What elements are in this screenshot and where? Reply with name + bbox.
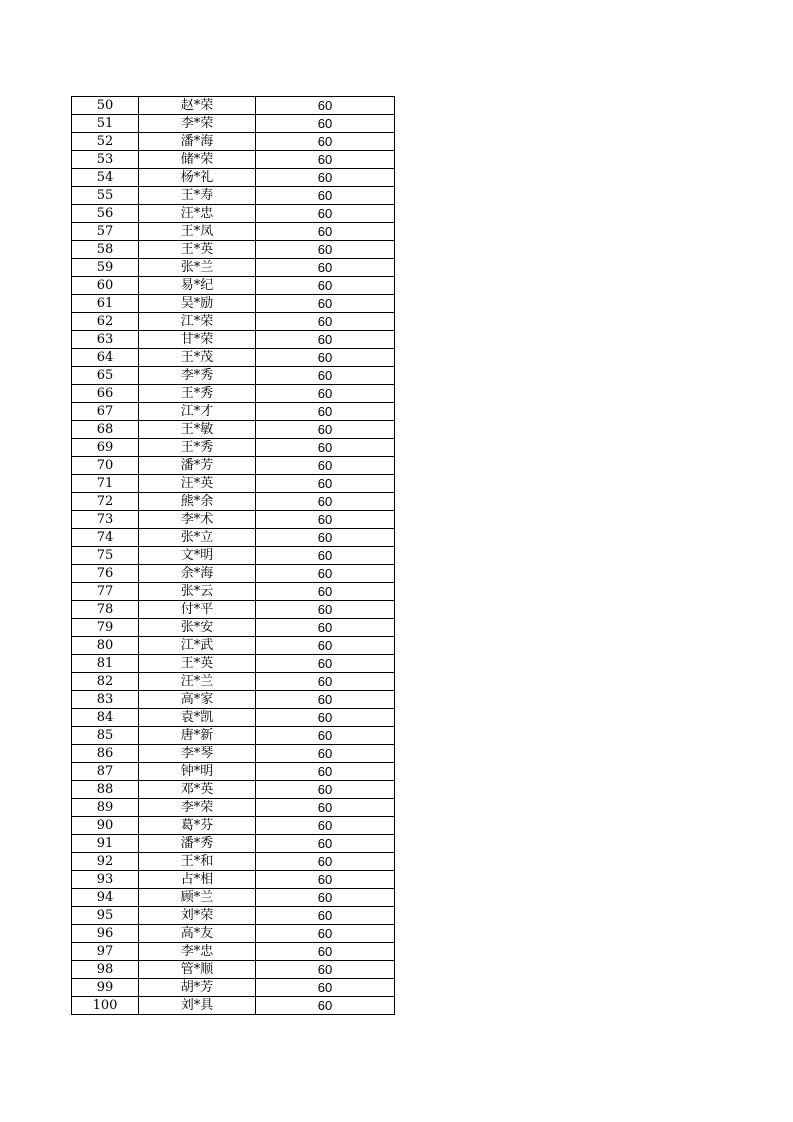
row-number-cell: 51 [72,115,139,133]
value-cell: 60 [256,979,395,997]
value-cell: 60 [256,403,395,421]
value-cell: 60 [256,745,395,763]
name-cell: 张*兰 [139,259,256,277]
value-cell: 60 [256,727,395,745]
table-row [72,259,395,277]
row-number-cell: 90 [72,817,139,835]
value-cell: 60 [256,385,395,403]
value-cell: 60 [256,151,395,169]
row-number-cell: 97 [72,943,139,961]
row-number-cell: 88 [72,781,139,799]
row-number-cell: 92 [72,853,139,871]
name-cell: 邓*英 [139,781,256,799]
value-cell: 60 [256,331,395,349]
table-row [72,763,395,781]
value-cell: 60 [256,709,395,727]
value-cell: 60 [256,187,395,205]
name-cell: 潘*芳 [139,457,256,475]
row-number-cell: 69 [72,439,139,457]
name-cell: 李*琴 [139,745,256,763]
name-cell: 顾*兰 [139,889,256,907]
row-number-cell: 53 [72,151,139,169]
row-number-cell: 91 [72,835,139,853]
name-cell: 刘*具 [139,997,256,1015]
name-cell: 李*秀 [139,367,256,385]
name-cell: 王*秀 [139,385,256,403]
name-cell: 余*海 [139,565,256,583]
table-row [72,781,395,799]
table-row [72,367,395,385]
value-cell: 60 [256,583,395,601]
table-row [72,601,395,619]
table-row [72,403,395,421]
value-cell: 60 [256,637,395,655]
row-number-cell: 61 [72,295,139,313]
table-row [72,943,395,961]
row-number-cell: 79 [72,619,139,637]
table-row [72,187,395,205]
row-number-cell: 60 [72,277,139,295]
table-row [72,907,395,925]
name-cell: 潘*秀 [139,835,256,853]
name-cell: 李*荣 [139,115,256,133]
name-cell: 王*寿 [139,187,256,205]
table-row [72,511,395,529]
row-number-cell: 99 [72,979,139,997]
row-number-cell: 68 [72,421,139,439]
value-cell: 60 [256,223,395,241]
row-number-cell: 84 [72,709,139,727]
table-row [72,277,395,295]
name-cell: 汪*兰 [139,673,256,691]
value-cell: 60 [256,853,395,871]
value-cell: 60 [256,961,395,979]
table-row [72,691,395,709]
value-cell: 60 [256,835,395,853]
table-row [72,439,395,457]
name-cell: 赵*荣 [139,97,256,115]
table-row [72,709,395,727]
name-cell: 王*秀 [139,439,256,457]
row-number-cell: 50 [72,97,139,115]
table-row [72,997,395,1015]
name-cell: 江*荣 [139,313,256,331]
name-cell: 张*云 [139,583,256,601]
row-number-cell: 56 [72,205,139,223]
row-number-cell: 54 [72,169,139,187]
table-row [72,925,395,943]
name-cell: 管*顺 [139,961,256,979]
name-cell: 胡*芳 [139,979,256,997]
row-number-cell: 67 [72,403,139,421]
table-row [72,331,395,349]
row-number-cell: 89 [72,799,139,817]
table-row [72,241,395,259]
value-cell: 60 [256,349,395,367]
value-cell: 60 [256,115,395,133]
name-cell: 汪*英 [139,475,256,493]
table-row [72,421,395,439]
name-cell: 汪*忠 [139,205,256,223]
name-cell: 刘*荣 [139,907,256,925]
name-cell: 储*荣 [139,151,256,169]
value-cell: 60 [256,565,395,583]
name-cell: 葛*芬 [139,817,256,835]
value-cell: 60 [256,547,395,565]
value-cell: 60 [256,493,395,511]
name-cell: 熊*余 [139,493,256,511]
name-cell: 李*忠 [139,943,256,961]
name-cell: 文*明 [139,547,256,565]
value-cell: 60 [256,619,395,637]
value-cell: 60 [256,133,395,151]
table-row [72,475,395,493]
row-number-cell: 76 [72,565,139,583]
value-cell: 60 [256,421,395,439]
row-number-cell: 81 [72,655,139,673]
table-row [72,727,395,745]
roster-table [71,96,395,1015]
row-number-cell: 58 [72,241,139,259]
row-number-cell: 77 [72,583,139,601]
name-cell: 甘*荣 [139,331,256,349]
row-number-cell: 98 [72,961,139,979]
name-cell: 张*安 [139,619,256,637]
roster-table-body [72,97,395,1015]
value-cell: 60 [256,601,395,619]
row-number-cell: 66 [72,385,139,403]
row-number-cell: 59 [72,259,139,277]
name-cell: 袁*凯 [139,709,256,727]
table-row [72,619,395,637]
name-cell: 王*茂 [139,349,256,367]
name-cell: 张*立 [139,529,256,547]
table-row [72,205,395,223]
value-cell: 60 [256,457,395,475]
name-cell: 王*和 [139,853,256,871]
value-cell: 60 [256,295,395,313]
table-row [72,385,395,403]
value-cell: 60 [256,277,395,295]
table-row [72,565,395,583]
value-cell: 60 [256,871,395,889]
value-cell: 60 [256,781,395,799]
name-cell: 王*英 [139,241,256,259]
table-row [72,97,395,115]
row-number-cell: 96 [72,925,139,943]
row-number-cell: 95 [72,907,139,925]
row-number-cell: 52 [72,133,139,151]
value-cell: 60 [256,439,395,457]
row-number-cell: 100 [72,997,139,1015]
name-cell: 唐*新 [139,727,256,745]
value-cell: 60 [256,511,395,529]
row-number-cell: 94 [72,889,139,907]
value-cell: 60 [256,943,395,961]
row-number-cell: 87 [72,763,139,781]
value-cell: 60 [256,205,395,223]
value-cell: 60 [256,763,395,781]
row-number-cell: 93 [72,871,139,889]
value-cell: 60 [256,817,395,835]
value-cell: 60 [256,241,395,259]
table-row [72,979,395,997]
table-row [72,115,395,133]
value-cell: 60 [256,259,395,277]
row-number-cell: 72 [72,493,139,511]
row-number-cell: 57 [72,223,139,241]
value-cell: 60 [256,925,395,943]
name-cell: 王*英 [139,655,256,673]
table-row [72,133,395,151]
table-row [72,547,395,565]
name-cell: 李*术 [139,511,256,529]
row-number-cell: 73 [72,511,139,529]
table-row [72,871,395,889]
row-number-cell: 86 [72,745,139,763]
name-cell: 高*家 [139,691,256,709]
row-number-cell: 70 [72,457,139,475]
table-row [72,457,395,475]
row-number-cell: 83 [72,691,139,709]
table-row [72,889,395,907]
name-cell: 付*平 [139,601,256,619]
row-number-cell: 85 [72,727,139,745]
name-cell: 占*相 [139,871,256,889]
name-cell: 高*友 [139,925,256,943]
name-cell: 吴*励 [139,295,256,313]
table-row [72,817,395,835]
value-cell: 60 [256,997,395,1015]
table-row [72,349,395,367]
table-row [72,655,395,673]
row-number-cell: 65 [72,367,139,385]
value-cell: 60 [256,367,395,385]
row-number-cell: 55 [72,187,139,205]
value-cell: 60 [256,529,395,547]
table-row [72,169,395,187]
name-cell: 潘*海 [139,133,256,151]
value-cell: 60 [256,97,395,115]
name-cell: 江*才 [139,403,256,421]
value-cell: 60 [256,475,395,493]
table-row [72,583,395,601]
name-cell: 王*敏 [139,421,256,439]
value-cell: 60 [256,799,395,817]
name-cell: 易*纪 [139,277,256,295]
table-row [72,745,395,763]
row-number-cell: 64 [72,349,139,367]
row-number-cell: 78 [72,601,139,619]
value-cell: 60 [256,691,395,709]
name-cell: 李*荣 [139,799,256,817]
table-row [72,151,395,169]
table-row [72,295,395,313]
table-row [72,961,395,979]
row-number-cell: 80 [72,637,139,655]
name-cell: 杨*礼 [139,169,256,187]
row-number-cell: 62 [72,313,139,331]
value-cell: 60 [256,169,395,187]
table-row [72,529,395,547]
row-number-cell: 82 [72,673,139,691]
table-row [72,799,395,817]
table-row [72,637,395,655]
table-row [72,835,395,853]
table-row [72,313,395,331]
row-number-cell: 71 [72,475,139,493]
table-row [72,493,395,511]
value-cell: 60 [256,655,395,673]
value-cell: 60 [256,907,395,925]
name-cell: 钟*明 [139,763,256,781]
table-row [72,223,395,241]
table-row [72,673,395,691]
value-cell: 60 [256,673,395,691]
row-number-cell: 63 [72,331,139,349]
row-number-cell: 75 [72,547,139,565]
name-cell: 王*凤 [139,223,256,241]
value-cell: 60 [256,313,395,331]
table-row [72,853,395,871]
name-cell: 江*武 [139,637,256,655]
row-number-cell: 74 [72,529,139,547]
value-cell: 60 [256,889,395,907]
